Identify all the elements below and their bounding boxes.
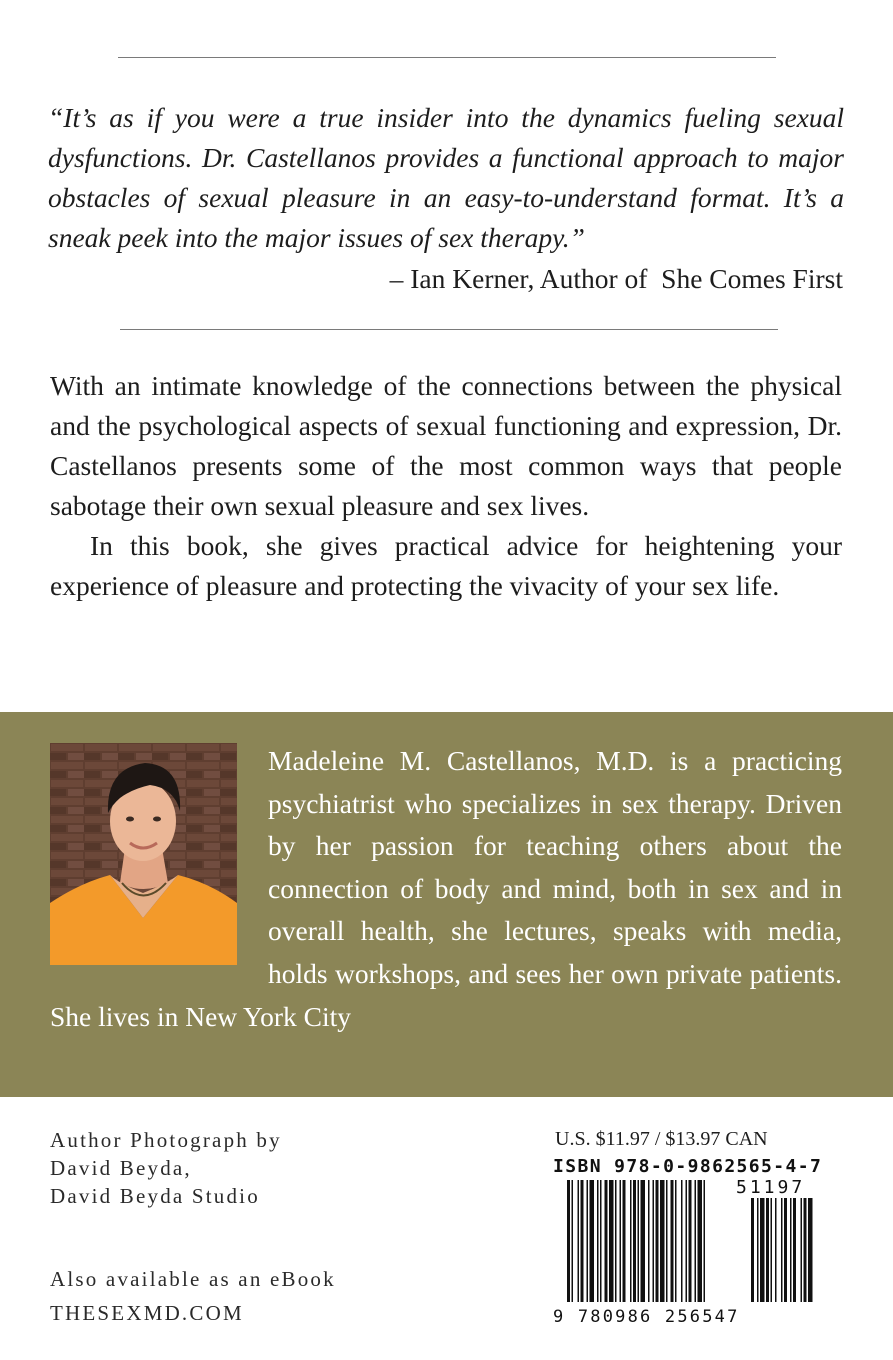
testimonial-attribution: – Ian Kerner, Author of She Comes First	[389, 263, 843, 294]
barcode-bar	[633, 1180, 636, 1302]
photo-credit	[50, 1126, 282, 1210]
barcode-bar	[605, 1180, 608, 1302]
barcode-addon-bar	[808, 1198, 813, 1302]
barcode-bar	[689, 1180, 692, 1302]
description-paragraph-1: With an intimate knowledge of the connections between the physical and the psychological aspects of sexual functioning and expression, Dr. Castellanos presents some of the most common ways that people sabotage their own sexual pleasure and sex lives.	[50, 370, 842, 521]
barcode-addon-bar	[757, 1198, 759, 1302]
photo-credit-line-1: Author Photograph by	[50, 1128, 282, 1152]
barcode-addon-bar	[766, 1198, 769, 1302]
barcode-bar	[623, 1180, 626, 1302]
barcode-bar	[578, 1180, 580, 1302]
barcode-addon-bar	[760, 1198, 765, 1302]
ebook-availability: Also available as an eBook	[50, 1267, 336, 1291]
author-bio-content: Madeleine M. Castellanos, M.D. is a practicing psychiatrist who specializes in sex therapy. Driven by her passion for teaching others about the connection of body and mind, both in sex and in overall health, she lectures, speaks with media, holds workshops, and sees her own private patients. She lives in New York City	[50, 745, 842, 1032]
barcode-bar	[695, 1180, 697, 1302]
barcode-bar	[656, 1180, 659, 1302]
barcode-block	[553, 1156, 843, 1336]
barcode-bar	[704, 1180, 706, 1302]
barcode-bar	[567, 1180, 570, 1302]
barcode-bar	[620, 1180, 622, 1302]
barcode-bar	[681, 1180, 683, 1302]
barcode-bar	[600, 1180, 602, 1302]
barcode-addon-bar	[771, 1198, 773, 1302]
barcode-bar	[572, 1180, 574, 1302]
photo-credit-line-3: David Beyda Studio	[50, 1184, 260, 1208]
barcode-addon-bar	[804, 1198, 807, 1302]
barcode-bar	[653, 1180, 655, 1302]
availability-info	[50, 1262, 336, 1330]
author-bio-band	[0, 712, 893, 1097]
barcode-addon-bar	[784, 1198, 787, 1302]
barcode-bar	[615, 1180, 617, 1302]
price-label: U.S. $11.97 / $13.97 CAN	[555, 1128, 768, 1150]
book-description	[50, 366, 842, 606]
barcode-bar	[648, 1180, 650, 1302]
barcode-bar	[686, 1180, 688, 1302]
barcode-bar	[641, 1180, 646, 1302]
website-link[interactable]: THESEXMD.COM	[50, 1301, 244, 1325]
barcode-addon-bar	[801, 1198, 803, 1302]
isbn-label: ISBN 978-0-9862565-4-7	[553, 1156, 823, 1177]
author-bio-text	[50, 740, 842, 1038]
barcode-bar	[587, 1180, 589, 1302]
barcode-addon-bar	[751, 1198, 754, 1302]
barcode-bar	[581, 1180, 584, 1302]
barcode-addon-bar	[790, 1198, 792, 1302]
middle-divider	[120, 329, 778, 330]
description-paragraph-2: In this book, she gives practical advice for heightening your experience of pleasure and protecting the vivacity of your sex life.	[50, 530, 842, 601]
testimonial-quote: “It’s as if you were a true insider into the dynamics fueling sexual dysfunctions. Dr. Castellanos provides a functional approach to major obstacles of sexual pleasure in an easy-to-understand format. It’s a sneak peek into the major issues of sex therapy.”	[48, 102, 844, 253]
barcode-addon-bar	[793, 1198, 796, 1302]
barcode-addon-bar	[781, 1198, 783, 1302]
barcode-bar	[698, 1180, 703, 1302]
price-code: 51197	[736, 1177, 806, 1198]
barcode-bar	[597, 1180, 599, 1302]
barcode-bar	[590, 1180, 595, 1302]
top-divider	[118, 57, 776, 58]
barcode-bar	[638, 1180, 640, 1302]
barcode-addon-bar	[775, 1198, 777, 1302]
photo-wrap-spacer	[50, 740, 268, 990]
barcode-bar	[675, 1180, 677, 1302]
ean-digits: 9 780986 256547	[553, 1307, 740, 1327]
barcode-bar	[660, 1180, 665, 1302]
barcode-bar	[666, 1180, 668, 1302]
barcode-bar	[671, 1180, 674, 1302]
photo-credit-line-2: David Beyda,	[50, 1156, 192, 1180]
ean-barcode-image	[553, 1180, 843, 1310]
barcode-bar	[609, 1180, 614, 1302]
barcode-bar	[630, 1180, 632, 1302]
